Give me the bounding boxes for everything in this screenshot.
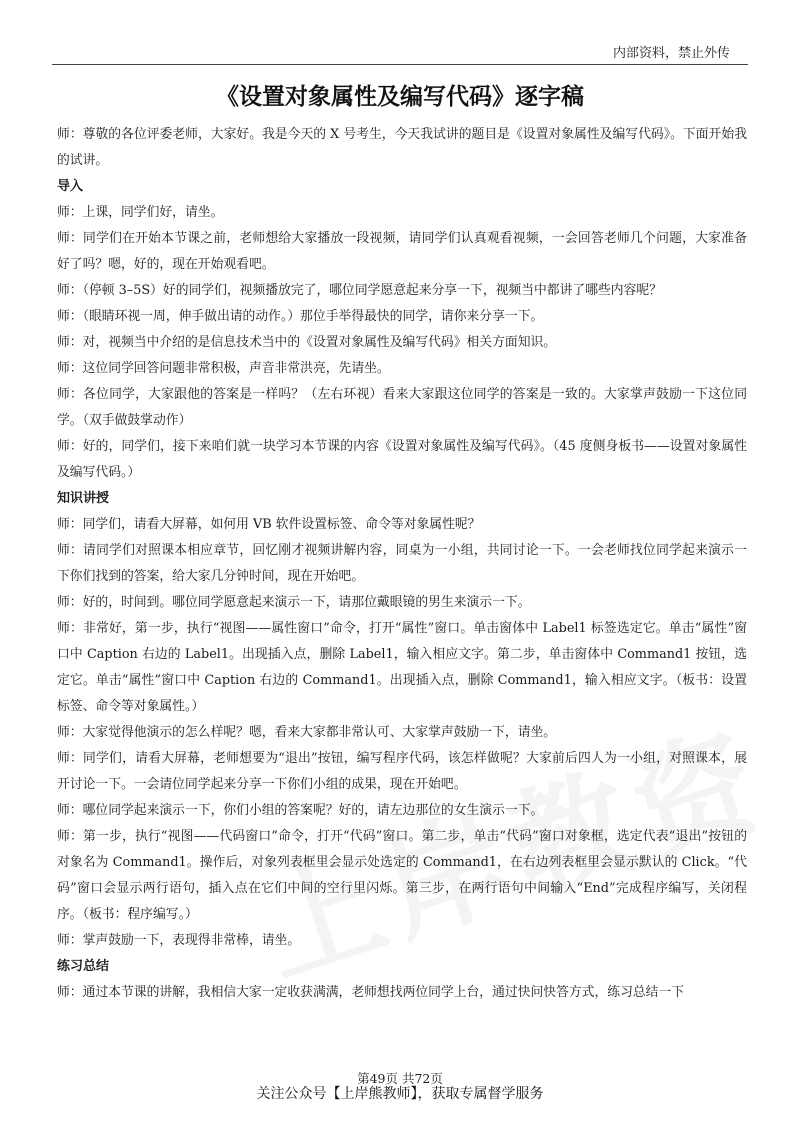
paragraph: 师：请同学们对照课本相应章节，回忆刚才视频讲解内容，同桌为一小组，共同讨论一下。一会老师找位同学起来演示一下你们找到的答案，给大家几分钟时间，现在开始吧。 xyxy=(57,543,747,584)
paragraph: 师：通过本节课的讲解，我相信大家一定收获满满，老师想找两位同学上台，通过快问快答方式，练习总结一下 xyxy=(57,985,685,1000)
section-heading: 知识讲授 xyxy=(57,491,110,506)
paragraph: 师：第一步，执行“视图——代码窗口”命令，打开“代码”窗口。第二步，单击“代码”窗口对象框，选定代表“退出”按钮的对象名为 Command1。操作后，对象列表框里会显示处选定的 Command1，在右边列表框里会显示默认的 Click。“代码”窗口会显示两行语句，插入点在它们中间的空行里闪烁。第三步，在两行语句中间输入“End”完成程序编写，关闭程序。（板书：程序编写。） xyxy=(57,829,747,922)
section-heading: 练习总结 xyxy=(57,959,110,974)
paragraph: 师：（停顿 3–5S）好的同学们，视频播放完了，哪位同学愿意起来分享一下，视频当中都讲了哪些内容呢？ xyxy=(57,283,662,298)
document-title: 《设置对象属性及编写代码》逐字稿 xyxy=(216,83,584,110)
paragraph: 师：大家觉得他演示的怎么样呢？嗯，看来大家都非常认可、大家掌声鼓励一下，请坐。 xyxy=(57,725,557,740)
confidential-notice: 内部资料，禁止外传 xyxy=(612,46,730,61)
paragraph: 师：对，视频当中介绍的是信息技术当中的《设置对象属性及编写代码》相关方面知识。 xyxy=(57,335,557,350)
paragraph: 师：好的，时间到。哪位同学愿意起来演示一下，请那位戴眼镜的男生来演示一下。 xyxy=(57,595,531,610)
paragraph: 师：上课，同学们好，请坐。 xyxy=(57,205,224,220)
footer-promo: 关注公众号【上岸熊教师】，获取专属督学服务 xyxy=(256,1086,544,1102)
document-body xyxy=(57,122,747,1006)
paragraph: 师：非常好，第一步，执行“视图——属性窗口”命令，打开“属性”窗口。单击窗体中 Label1 标签选定它。单击“属性”窗口中 Caption 右边的 Label1。出现插入点，删除 Label1，输入相应文字。第二步，单击窗体中 Command1 按钮，选定它。单击“属性”窗口中 Caption 右边的 Command1。出现插入点，删除 Command1，输入相应文字。（板书：设置标签、命令等对象属性。） xyxy=(57,621,747,714)
page-number: 第49页 共72页 xyxy=(357,1071,443,1086)
paragraph: 师：同学们，请看大屏幕，老师想要为“退出”按钮，编写程序代码，该怎样做呢？大家前后四人为一小组，对照课本，展开讨论一下。一会请位同学起来分享一下你们小组的成果，现在开始吧。 xyxy=(57,751,747,792)
paragraph: 师：（眼睛环视一周，伸手做出请的动作。）那位手举得最快的同学，请你来分享一下。 xyxy=(57,309,544,324)
section-heading: 导入 xyxy=(57,179,84,194)
section-practice-summary xyxy=(57,954,747,1006)
paragraph: 师：这位同学回答问题非常积极，声音非常洪亮，先请坐。 xyxy=(57,361,390,376)
paragraph: 师：掌声鼓励一下，表现得非常棒，请坐。 xyxy=(57,933,301,948)
intro-paragraph: 师：尊敬的各位评委老师，大家好。我是今天的 X 号考生，今天我试讲的题目是《设置对象属性及编写代码》。下面开始我的试讲。 xyxy=(57,127,747,168)
paragraph: 师：同学们，请看大屏幕，如何用 VB 软件设置标签、命令等对象属性呢？ xyxy=(57,517,481,532)
paragraph: 师：好的，同学们，接下来咱们就一块学习本节课的内容《设置对象属性及编写代码》。（45 度侧身板书——设置对象属性及编写代码。） xyxy=(57,439,747,480)
section-intro xyxy=(57,174,747,486)
paragraph: 师：各位同学，大家跟他的答案是一样吗？（左右环视）看来大家跟这位同学的答案是一致的。大家掌声鼓励一下这位同学。（双手做鼓掌动作） xyxy=(57,387,747,428)
header-divider xyxy=(52,64,748,65)
paragraph: 师：哪位同学起来演示一下，你们小组的答案呢？好的，请左边那位的女生演示一下。 xyxy=(57,803,544,818)
paragraph: 师：同学们在开始本节课之前，老师想给大家播放一段视频，请同学们认真观看视频，一会回答老师几个问题，大家准备好了吗？嗯，好的，现在开始观看吧。 xyxy=(57,231,747,272)
section-lecture xyxy=(57,486,747,954)
